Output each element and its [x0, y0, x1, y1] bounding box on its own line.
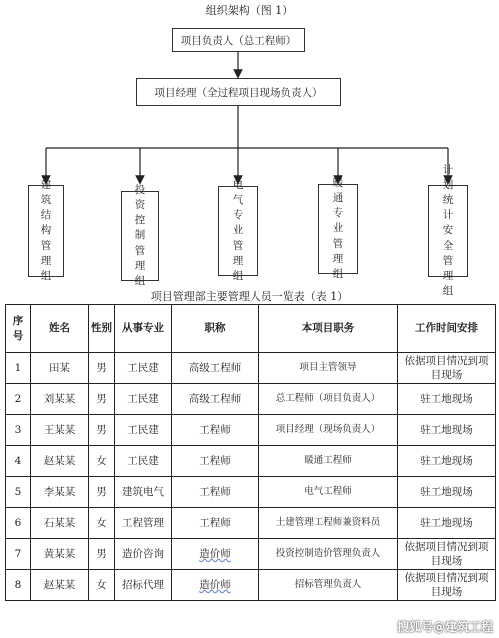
cell-name: 赵某某: [31, 570, 89, 601]
cell-schedule: 驻工地现场: [398, 508, 496, 539]
header-gender: 性别: [89, 305, 115, 353]
cell-major: 造价咨询: [115, 539, 172, 570]
cell-duty: 项目主管领导: [259, 353, 398, 384]
cell-schedule: 驻工地现场: [398, 415, 496, 446]
table-row: [6, 446, 496, 477]
table-row: [6, 508, 496, 539]
group-box-planning-safety: 计划统计安全管理组: [428, 185, 468, 277]
cell-schedule: 驻工地现场: [398, 477, 496, 508]
cell-seq: 2: [6, 384, 31, 415]
header-schedule: 工作时间安排: [398, 305, 496, 353]
cell-title: [172, 570, 259, 601]
cell-duty: 项目经理（现场负责人）: [259, 415, 398, 446]
header-title: 职称: [172, 305, 259, 353]
cell-gender: 男: [89, 477, 115, 508]
cell-duty: 总工程师（项目负责人）: [259, 384, 398, 415]
group-box-hvac: 暖通专业管理组: [318, 184, 358, 274]
cell-major: 工程管理: [115, 508, 172, 539]
cell-duty: 暖通工程师: [259, 446, 398, 477]
header-major: 从事专业: [115, 305, 172, 353]
cell-gender: 男: [89, 539, 115, 570]
cell-seq: 5: [6, 477, 31, 508]
cell-title: 工程师: [172, 477, 259, 508]
cell-seq: 7: [6, 539, 31, 570]
cell-major: 招标代理: [115, 570, 172, 601]
table-row: [6, 477, 496, 508]
header-name: 姓名: [31, 305, 89, 353]
cell-name: 王某某: [31, 415, 89, 446]
cell-major: 工民建: [115, 415, 172, 446]
cell-duty: 招标管理负责人: [259, 570, 398, 601]
header-duty: 本项目职务: [259, 305, 398, 353]
cell-duty: 投资控制造价管理负责人: [259, 539, 398, 570]
project-manager-box: 项目经理（全过程项目现场负责人）: [136, 78, 341, 106]
cell-major: 工民建: [115, 446, 172, 477]
cell-name: 石某某: [31, 508, 89, 539]
watermark-text: 搜狐号@建筑工程: [396, 620, 493, 634]
cell-seq: 3: [6, 415, 31, 446]
cell-schedule: 驻工地现场: [398, 446, 496, 477]
cell-schedule: 依据项目情况到项目现场: [398, 570, 496, 601]
cell-gender: 男: [89, 353, 115, 384]
title-text: 造价师: [199, 578, 231, 591]
cell-title: 高级工程师: [172, 353, 259, 384]
table-row: [6, 539, 496, 570]
cell-name: 刘某某: [31, 384, 89, 415]
cell-gender: 男: [89, 415, 115, 446]
cell-major: 建筑电气: [115, 477, 172, 508]
cell-duty: 土建管理工程师兼资料员: [259, 508, 398, 539]
group-box-investment: 投资控制管理组: [121, 191, 159, 281]
cell-name: 黄某某: [31, 539, 89, 570]
title-text: 造价师: [199, 547, 231, 560]
group-box-architecture: 建筑结构管理组: [28, 185, 64, 277]
staff-table: [5, 304, 496, 601]
cell-title: 工程师: [172, 508, 259, 539]
group-box-electrical: 电气专业管理组: [218, 186, 258, 276]
cell-duty: 电气工程师: [259, 477, 398, 508]
cell-schedule: 依据项目情况到项目现场: [398, 539, 496, 570]
cell-schedule: 依据项目情况到项目现场: [398, 353, 496, 384]
table-row: [6, 384, 496, 415]
cell-title: [172, 539, 259, 570]
cell-seq: 6: [6, 508, 31, 539]
cell-gender: 女: [89, 508, 115, 539]
cell-seq: 4: [6, 446, 31, 477]
table-row: [6, 353, 496, 384]
org-chart-caption: 组织架构（图 1）: [205, 4, 294, 17]
cell-schedule: 驻工地现场: [398, 384, 496, 415]
table-row: [6, 415, 496, 446]
table-header-row: [6, 305, 496, 353]
cell-major: 工民建: [115, 353, 172, 384]
cell-seq: 1: [6, 353, 31, 384]
cell-name: 田某: [31, 353, 89, 384]
project-director-box: 项目负责人（总工程师）: [172, 28, 305, 52]
cell-gender: 女: [89, 570, 115, 601]
table-row: [6, 570, 496, 601]
cell-gender: 女: [89, 446, 115, 477]
staff-table-caption: 项目管理部主要管理人员一览表（表 1）: [150, 290, 349, 303]
cell-seq: 8: [6, 570, 31, 601]
cell-title: 工程师: [172, 446, 259, 477]
cell-name: 赵某某: [31, 446, 89, 477]
cell-title: 高级工程师: [172, 384, 259, 415]
cell-gender: 男: [89, 384, 115, 415]
header-seq: 序号: [6, 305, 31, 353]
cell-major: 工民建: [115, 384, 172, 415]
cell-title: 工程师: [172, 415, 259, 446]
cell-name: 李某某: [31, 477, 89, 508]
